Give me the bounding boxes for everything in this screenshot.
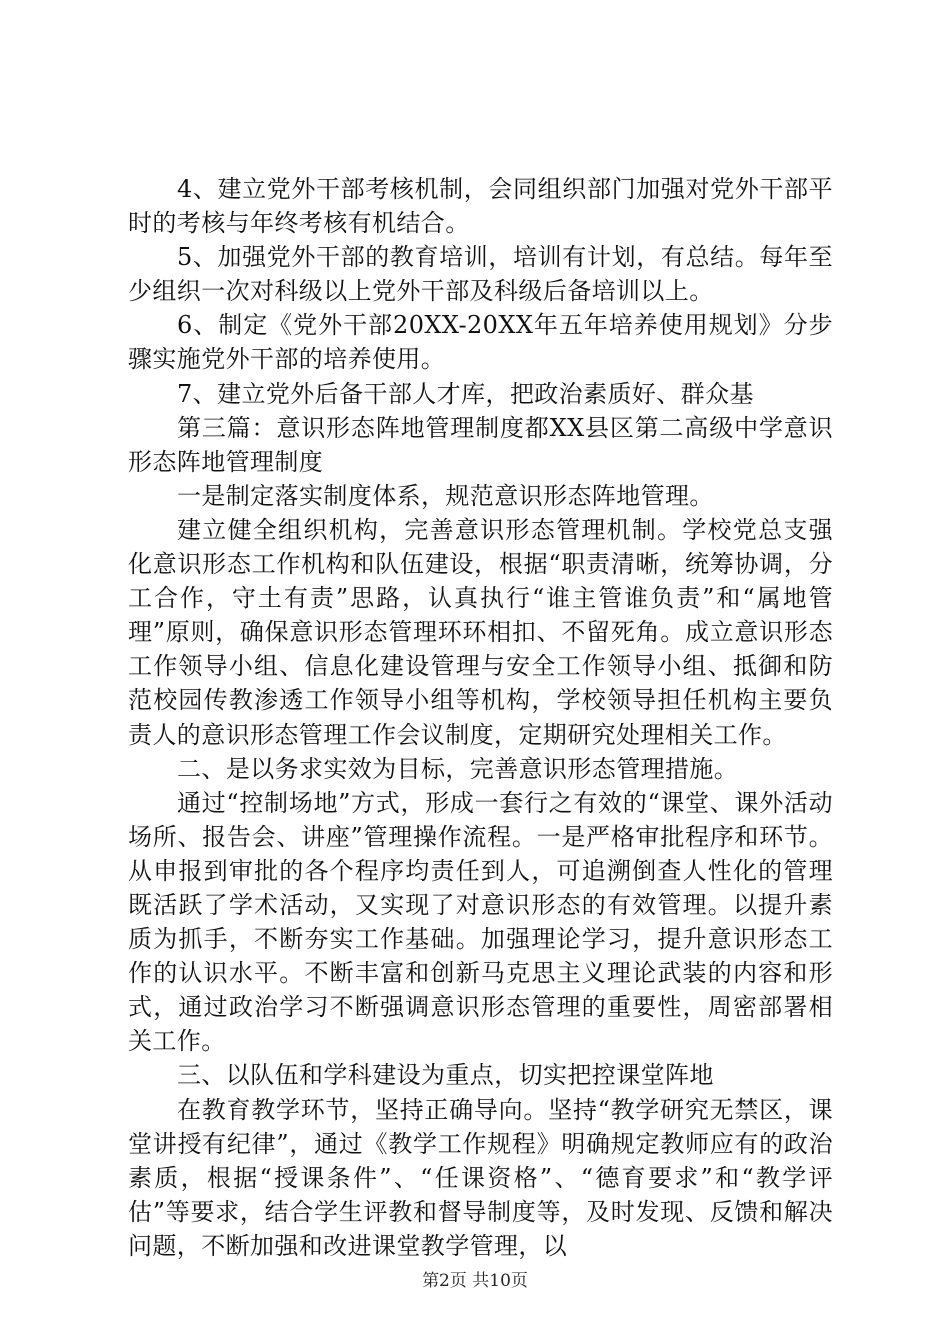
- paragraph-9: 通过“控制场地”方式，形成一套行之有效的“课堂、课外活动场所、报告会、讲座”管理操作流程。一是严格审批程序和环节。从申报到审批的各个程序均责任到人，可追溯倒查人性化的管理既活跃了学术活动，又实现了对意识形态的有效管理。以提升素质为抓手，不断夯实工作基础。加强理论学习，提升意识形态工作的认识水平。不断丰富和创新马克思主义理论武装的内容和形式，通过政治学习不断强调意识形态管理的重要性，周密部署相关工作。: [128, 788, 833, 1056]
- paragraph-7: 建立健全组织机构，完善意识形态管理机制。学校党总支强化意识形态工作机构和队伍建设，根据“职责清晰，统筹协调，分工合作，守土有责”思路，认真执行“谁主管谁负责”和“属地管理”原则，确保意识形态管理环环相扣、不留死角。成立意识形态工作领导小组、信息化建设管理与安全工作领导小组、抵御和防范校园传教渗透工作领导小组等机构，学校领导担任机构主要负责人的意识形态管理工作会议制度，定期研究处理相关工作。: [128, 515, 833, 749]
- paragraph-2: 5、加强党外干部的教育培训，培训有计划，有总结。每年至少组织一次对科级以上党外干部及科级后备培训以上。: [128, 243, 833, 306]
- section-heading: 第三篇：意识形态阵地管理制度都XX县区第二高级中学意识形态阵地管理制度: [128, 413, 833, 476]
- page-footer: 第2页 共10页: [422, 1271, 528, 1291]
- paragraph-1: 4、建立党外干部考核机制，会同组织部门加强对党外干部平时的考核与年终考核有机结合。: [128, 175, 833, 238]
- paragraph-11: 在教育教学环节，坚持正确导向。坚持“教学研究无禁区，课堂讲授有纪律”，通过《教学工作规程》明确规定教师应有的政治素质，根据“授课条件”、“任课资格”、“德育要求”和“教学评估”等要求，结合学生评教和督导制度等，及时发现、反馈和解决问题，不断加强和改进课堂教学管理，以: [128, 1095, 833, 1260]
- paragraph-3: 6、制定《党外干部20XX-20XX年五年培养使用规划》分步骤实施党外干部的培养使用。: [128, 311, 833, 374]
- document-body: [128, 172, 833, 1263]
- paragraph-10: 三、以队伍和学科建设为重点，切实把控课堂阵地: [177, 1061, 714, 1090]
- paragraph-8: 二、是以务求实效为目标，完善意识形态管理措施。: [177, 754, 739, 783]
- paragraph-4: 7、建立党外后备干部人才库，把政治素质好、群众基: [177, 379, 754, 408]
- paragraph-6: 一是制定落实制度体系，规范意识形态阵地管理。: [177, 481, 714, 510]
